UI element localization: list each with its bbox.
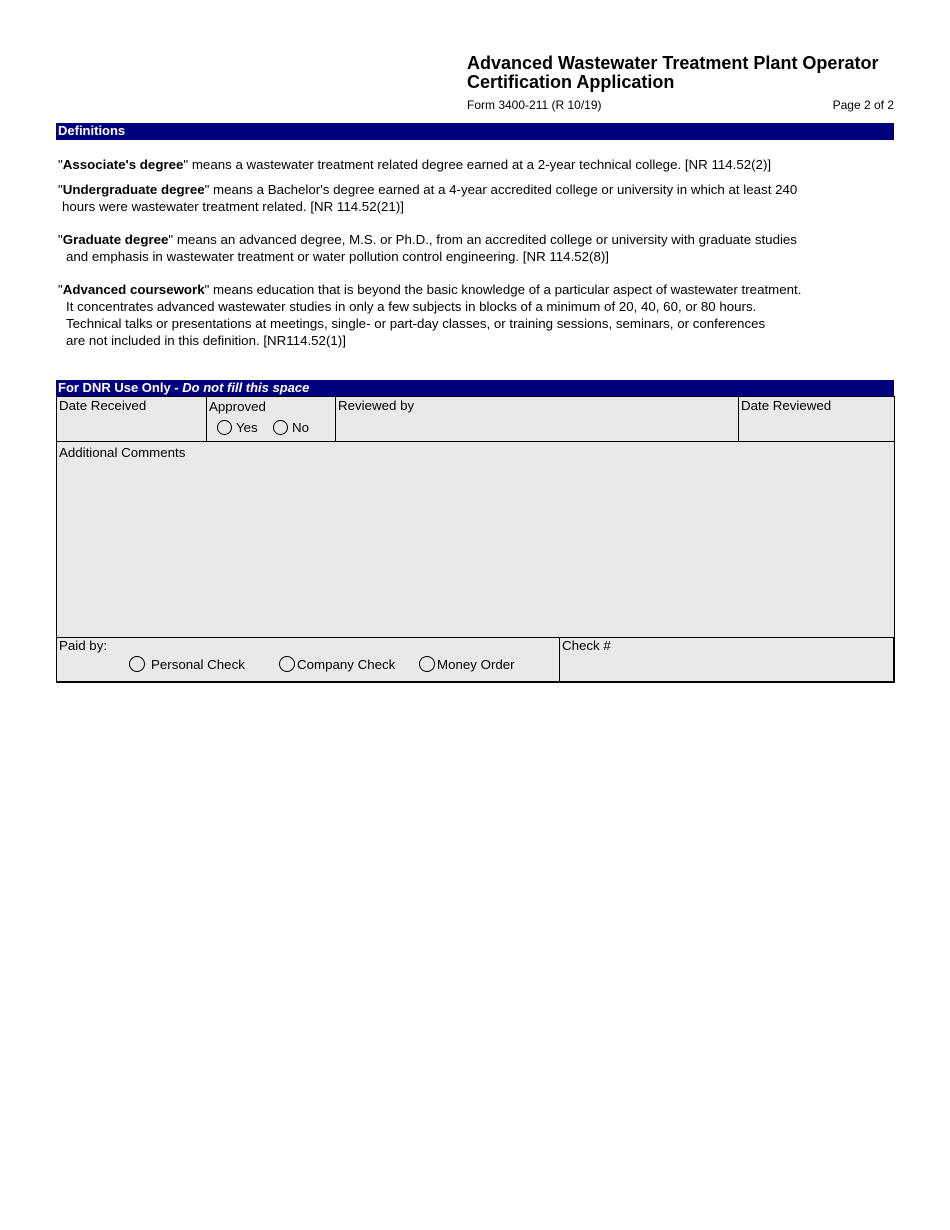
definition-associate-text: means a wastewater treatment related degree earned at a 2-year technical college. [NR 114.52(2)]	[188, 157, 772, 172]
date-received-label: Date Received	[59, 398, 147, 413]
date-reviewed-label: Date Reviewed	[741, 398, 832, 413]
personal-check-radio[interactable]	[129, 656, 145, 672]
term-advanced: Advanced coursework	[62, 282, 205, 297]
additional-comments-label: Additional Comments	[59, 445, 186, 460]
definition-graduate-text-2: and emphasis in wastewater treatment or water pollution control engineering. [NR 114.52(8)]	[66, 249, 609, 264]
definition-graduate: "Graduate degree" means an advanced degree, M.S. or Ph.D., from an accredited college or university with graduate studies and emphasis in wastewater treatment or water pollution control engineering. [NR 114.52(8)]	[58, 231, 858, 265]
approved-no-radio[interactable]	[273, 420, 288, 435]
dnr-heading-text: For DNR Use Only -	[58, 380, 183, 395]
definition-undergraduate: "Undergraduate degree" means a Bachelor's degree earned at a 4-year accredited college or university in which at least 240 hours were wastewater treatment related. [NR 114.52(21)]	[58, 181, 858, 215]
title-line-1: Advanced Wastewater Treatment Plant Operator	[467, 53, 879, 73]
money-order-radio[interactable]	[419, 656, 435, 672]
definitions-heading: Definitions	[56, 123, 894, 140]
title-line-2: Certification Application	[467, 72, 675, 92]
approved-yes-radio[interactable]	[217, 420, 232, 435]
additional-comments-field[interactable]	[56, 441, 895, 638]
term-undergraduate: Undergraduate degree	[62, 182, 205, 197]
paid-by-field	[56, 637, 560, 683]
definition-associate: "Associate's degree" means a wastewater treatment related degree earned at a 2-year technical college. [NR 114.52(2)]	[58, 157, 772, 172]
company-check-option[interactable]	[279, 656, 395, 672]
definition-undergraduate-text-2: hours were wastewater treatment related. [NR 114.52(21)]	[62, 199, 404, 214]
approved-no-label: No	[292, 420, 309, 435]
reviewed-by-label: Reviewed by	[338, 398, 415, 413]
approved-field	[206, 396, 336, 442]
definition-advanced-text-1: means education that is beyond the basic knowledge of a particular aspect of wastewater treatment.	[209, 282, 802, 297]
money-order-label: Money Order	[437, 656, 515, 672]
page-number: Page 2 of 2	[832, 98, 894, 112]
dnr-heading-italic: Do not fill this space	[182, 380, 310, 395]
dnr-heading	[56, 380, 894, 397]
definition-advanced-text-3: Technical talks or presentations at meetings, single- or part-day classes, or training sessions, seminars, or conferences	[66, 316, 766, 331]
date-received-field[interactable]	[56, 396, 207, 442]
paid-by-label: Paid by:	[59, 638, 108, 653]
definition-advanced: "Advanced coursework" means education that is beyond the basic knowledge of a particular aspect of wastewater treatment. It concentrates advanced wastewater studies in only a few subjects in blocks of a minimum of 20, 40, 60, or 80 hours. Technical talks or presentations at meetings, single- or part-day classes, or training sessions, seminars, or conferences are not included in this definition. [NR114.52(1)]	[58, 281, 888, 349]
company-check-label: Company Check	[297, 656, 396, 672]
form-title	[467, 54, 897, 92]
approved-yes-label: Yes	[236, 420, 258, 435]
check-number-label: Check #	[562, 638, 611, 653]
company-check-radio[interactable]	[279, 656, 295, 672]
check-number-field[interactable]	[559, 637, 895, 683]
definition-advanced-text-4: are not included in this definition. [NR114.52(1)]	[66, 333, 346, 348]
approved-no-option[interactable]	[273, 420, 309, 435]
date-reviewed-field[interactable]	[738, 396, 895, 442]
definition-advanced-text-2: It concentrates advanced wastewater studies in only a few subjects in blocks of a minimum of 20, 40, 60, or 80 hours.	[66, 299, 757, 314]
money-order-option[interactable]	[419, 656, 515, 672]
form-number: Form 3400-211 (R 10/19)	[467, 98, 602, 112]
personal-check-label: Personal Check	[151, 656, 245, 672]
approved-label: Approved	[209, 399, 266, 414]
personal-check-option[interactable]	[129, 656, 245, 672]
term-associate: Associate's degree	[62, 157, 184, 172]
definition-graduate-text-1: means an advanced degree, M.S. or Ph.D., from an accredited college or university with graduate studies	[173, 232, 797, 247]
definition-undergraduate-text-1: means a Bachelor's degree earned at a 4-year accredited college or university in which at least 240	[209, 182, 798, 197]
term-graduate: Graduate degree	[62, 232, 169, 247]
reviewed-by-field[interactable]	[335, 396, 739, 442]
approved-yes-option[interactable]	[217, 420, 258, 435]
